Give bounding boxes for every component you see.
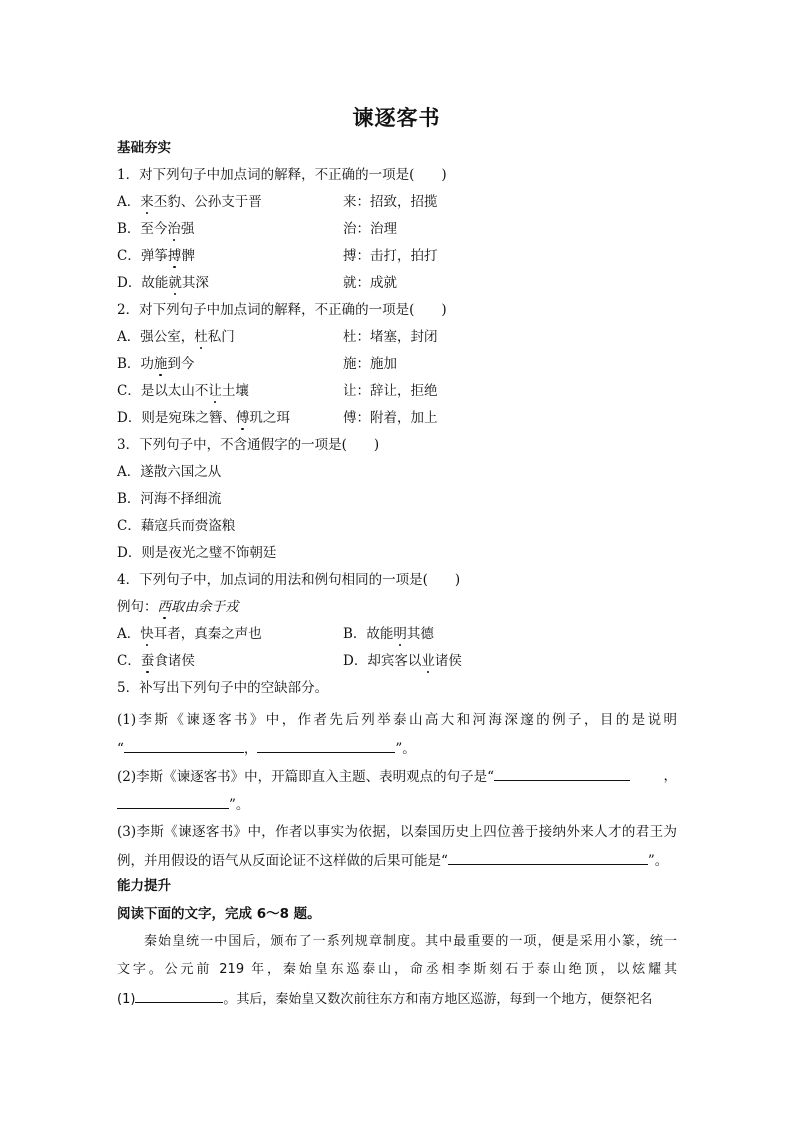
question-1-option-c: C．弹筝搏髀 — [117, 248, 195, 264]
question-1-gloss-d: 就：成就 — [343, 275, 397, 291]
reading-prompt: 阅读下面的文字，完成 6～8 题。 — [117, 906, 321, 922]
question-4-stem: 4．下列句子中，加点词的用法和例句相同的一项是( ) — [117, 572, 461, 588]
section-heading-advanced: 能力提升 — [117, 878, 171, 894]
question-2-gloss-b: 施：施加 — [343, 356, 397, 372]
question-3-option-d: D．则是夜光之璧不饰朝廷 — [117, 545, 277, 561]
question-2-gloss-c: 让：辞让，拒绝 — [343, 383, 438, 399]
answer-blank[interactable] — [124, 738, 244, 753]
question-2-gloss-a: 杜：堵塞，封闭 — [343, 329, 438, 345]
question-1-option-d: D．故能就其深 — [117, 275, 209, 291]
question-5-part-1-line-2: “ ， ”。 — [117, 738, 416, 759]
question-2-option-b: B．功施到今 — [117, 356, 195, 372]
passage-line-1: 秦始皇统一中国后，颁布了一系列规章制度。其中最重要的一项，便是采用小篆，统一 — [144, 934, 677, 949]
question-3-option-c: C．藉寇兵而赍盗粮 — [117, 518, 236, 534]
answer-blank[interactable] — [494, 766, 630, 781]
question-1-gloss-a: 来：招致，招揽 — [343, 194, 438, 210]
answer-blank[interactable] — [448, 850, 648, 865]
question-5-part-1-line-1: (1)李斯《谏逐客书》中，作者先后列举泰山高大和河海深邃的例子，目的是说明 — [117, 712, 677, 728]
question-1-option-b: B．至今治强 — [117, 221, 195, 237]
question-2-option-c: C．是以太山不让土壤 — [117, 383, 249, 399]
question-4-option-c: C．蚕食诸侯 — [117, 653, 195, 669]
question-1-stem: 1．对下列句子中加点词的解释，不正确的一项是( ) — [117, 167, 447, 183]
question-5-part-3-line-2: 例，并用假设的语气从反面论证不这样做的后果可能是“ ”。 — [117, 850, 668, 871]
question-1-option-a: A．来丕豹、公孙支于晋 — [117, 194, 262, 210]
question-2-gloss-d: 傅：附着，加上 — [343, 410, 438, 426]
question-4-option-d: D．却宾客以业诸侯 — [343, 653, 462, 669]
question-4-option-a: A．快耳者，真秦之声也 — [117, 626, 262, 642]
question-3-option-a: A．遂散六国之从 — [117, 464, 222, 480]
passage-line-3: (1) 。其后，秦始皇又数次前往东方和南方地区巡游，每到一个地方，便祭祀名 — [117, 988, 677, 1010]
question-4-example: 例句：西取由余于戎 — [117, 599, 239, 615]
passage-line-2: 文字。公元前 219 年，秦始皇东巡泰山，命丞相李斯刻石于泰山绝顶，以炫耀其 — [117, 962, 677, 977]
answer-blank[interactable] — [135, 988, 223, 1003]
section-heading-basic: 基础夯实 — [117, 140, 171, 156]
question-2-option-d: D．则是宛珠之簪、傅玑之珥 — [117, 410, 290, 426]
question-1-gloss-c: 搏：击打，拍打 — [343, 248, 438, 264]
question-2-option-a: A．强公室，杜私门 — [117, 329, 235, 345]
question-3-option-b: B．河海不择细流 — [117, 491, 222, 507]
question-4-option-b: B．故能明其德 — [343, 626, 434, 642]
question-5-part-2-line-1: (2)李斯《谏逐客书》中，开篇即直入主题、表明观点的句子是“ ， — [117, 768, 677, 785]
question-5-stem: 5．补写出下列句子中的空缺部分。 — [117, 680, 329, 696]
answer-blank[interactable] — [117, 794, 229, 809]
question-1-gloss-b: 治：治理 — [343, 221, 397, 237]
question-5-part-3-line-1: (3)李斯《谏逐客书》中，作者以事实为依据，以秦国历史上四位善于接纳外来人才的君王为 — [117, 824, 677, 840]
page-title: 谏逐客书 — [352, 105, 441, 130]
question-3-stem: 3．下列句子中，不含通假字的一项是( ) — [117, 437, 380, 453]
answer-blank[interactable] — [257, 738, 395, 753]
question-2-stem: 2．对下列句子中加点词的解释，不正确的一项是( ) — [117, 302, 447, 318]
question-5-part-2-line-2: ”。 — [117, 794, 249, 815]
